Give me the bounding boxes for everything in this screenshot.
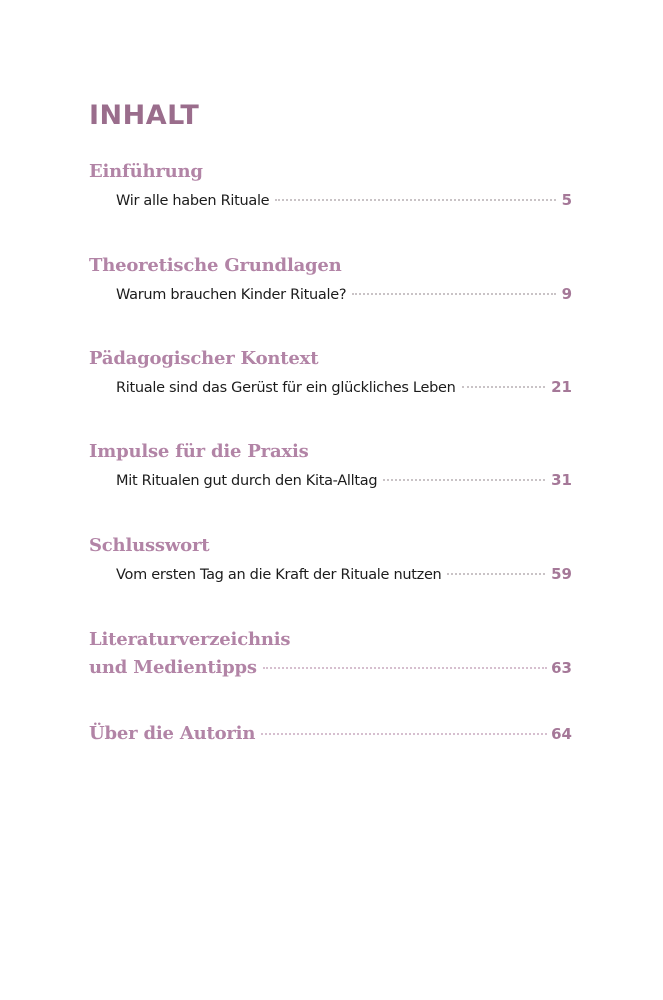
entry-title: Wir alle haben Rituale: [116, 193, 270, 209]
entry-title: Warum brauchen Kinder Rituale?: [116, 287, 347, 303]
entry-title: Rituale sind das Gerüst für ein glückliches Leben: [116, 380, 456, 396]
section-heading: Theoretische Grundlagen: [89, 255, 342, 276]
toc-entry[interactable]: [116, 562, 572, 586]
page-number: 31: [551, 471, 572, 489]
section-heading: Pädagogischer Kontext: [89, 348, 319, 369]
toc-section-autorin[interactable]: [89, 721, 572, 747]
toc-entry[interactable]: [116, 375, 572, 399]
toc-section-schlusswort: [89, 533, 572, 586]
page-number: 63: [551, 659, 572, 677]
dot-leader: [462, 386, 546, 388]
section-heading-line2: und Medientipps: [89, 657, 257, 678]
entry-title: Mit Ritualen gut durch den Kita-Alltag: [116, 473, 378, 489]
toc-section-theoretische-grundlagen: [89, 253, 572, 306]
dot-leader: [263, 667, 547, 669]
dot-leader: [352, 293, 555, 295]
dot-leader: [261, 733, 547, 735]
page-number: 21: [551, 378, 572, 396]
page-number: 59: [551, 565, 572, 583]
section-heading-line1: Literaturverzeichnis: [89, 629, 291, 650]
toc-title: INHALT: [89, 100, 200, 131]
toc-section-impulse-praxis: [89, 439, 572, 492]
dot-leader: [447, 573, 545, 575]
page-number: 9: [561, 285, 572, 303]
dot-leader: [275, 199, 555, 201]
entry-title: Vom ersten Tag an die Kraft der Rituale nutzen: [116, 567, 442, 583]
toc-section-paedagogischer-kontext: [89, 346, 572, 399]
section-heading: Schlusswort: [89, 535, 210, 556]
toc-entry[interactable]: [116, 282, 572, 306]
toc-entry[interactable]: [116, 188, 572, 212]
toc-main-entry[interactable]: [89, 721, 572, 747]
page-number: 5: [561, 191, 572, 209]
toc-section-literatur[interactable]: [89, 627, 572, 681]
section-heading: Über die Autorin: [89, 723, 256, 744]
section-heading: Einführung: [89, 161, 203, 182]
section-heading: Impulse für die Praxis: [89, 441, 309, 462]
dot-leader: [383, 479, 545, 481]
toc-main-entry[interactable]: [89, 655, 572, 681]
toc-entry[interactable]: [116, 468, 572, 492]
page-number: 64: [551, 725, 572, 743]
toc-section-einfuehrung: [89, 159, 572, 212]
